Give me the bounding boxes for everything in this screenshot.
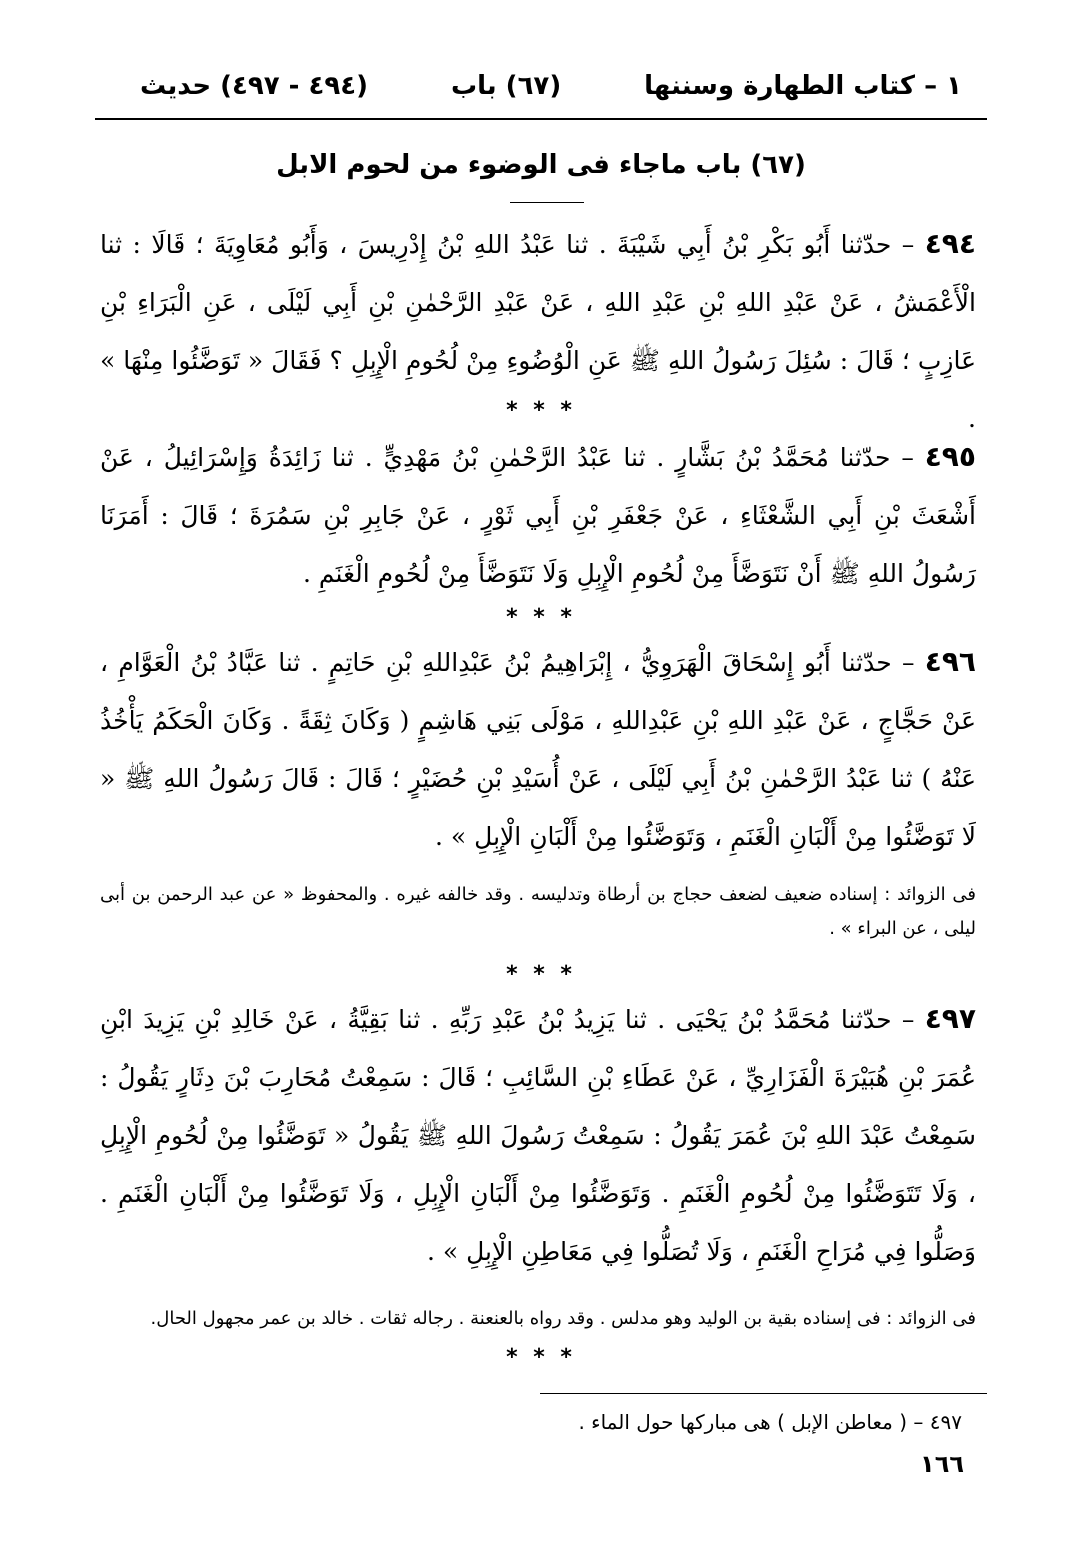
zawaid-note-497: فى الزوائد : فى إسناده بقية بن الوليد وهو مدلس . وقد رواه بالعنعنة . رجاله ثقات . خالد بن عمر مجهول الحال. <box>150 1308 976 1329</box>
chapter-title: (٦٧) باب ماجاء فى الوضوء من لحوم الابل <box>276 150 806 180</box>
hadith-496 <box>100 633 976 866</box>
chapter-rule <box>510 202 584 203</box>
hadith-text: – حدّثنا أَبُو إِسْحَاقَ الْهَرَوِيُّ ، إِبْرَاهِيمُ بْنُ عَبْدِاللهِ بْنِ حَاتِمٍ . ثنا عَبَّادُ بْنُ الْعَوَّامِ ، عَنْ حَجَّاجٍ ، عَنْ عَبْدِ اللهِ بْنِ عَبْدِاللهِ ، مَوْلَى بَنِي هَاشِمٍ ( وَكَانَ ثِقَةً . وَكَانَ الْحَكَمُ يَأْخُذُ عَنْهُ ) ثنا عَبْدُ الرَّحْمٰنِ بْنُ أَبِي لَيْلَى ، عَنْ أُسَيْدِ بْنِ حُضَيْرٍ ؛ قَالَ : قَالَ رَسُولُ اللهِ ﷺ « لَا تَوَضَّئُوا مِنْ أَلْبَانِ الْغَنَمِ ، وَتَوَضَّئُوا مِنْ أَلْبَانِ الْإِبِلِ » . <box>100 648 976 851</box>
hadith-497 <box>100 990 976 1281</box>
hadith-number: ٤٩٧ <box>924 1002 976 1035</box>
hadith-number: ٤٩٦ <box>924 645 977 678</box>
hadith-number: ٤٩٤ <box>924 227 976 260</box>
section-separator: * * * <box>506 1345 576 1370</box>
zawaid-note-496: فى الزوائد : إسناده ضعيف لضعف حجاج بن أرطاة وتدليسه . وقد خالفه غيره . والمحفوظ « عن عبد الرحمن بن أبى ليلى ، عن البراء » . <box>100 884 976 939</box>
section-separator: * * * <box>506 605 576 630</box>
hadith-text: – حدّثنا أَبُو بَكْرِ بْنُ أَبِي شَيْبَةَ . ثنا عَبْدُ اللهِ بْنُ إِدْرِيسَ ، وَأَبُو مُعَاوِيَةَ ؛ قَالَا : ثنا الْأَعْمَشُ ، عَنْ عَبْدِ اللهِ بْنِ عَبْدِ اللهِ ، عَنْ عَبْدِ الرَّحْمٰنِ بْنِ أَبِي لَيْلَى ، عَنِ الْبَرَاءِ بْنِ عَازِبٍ ؛ قَالَ : سُئِلَ رَسُولُ اللهِ ﷺ عَنِ الْوُضُوءِ مِنْ لُحُومِ الْإِبِلِ ؟ فَقَالَ « تَوَضَّئُوا مِنْهَا » . <box>100 230 976 433</box>
header-hadith-range: (٤٩٤ - ٤٩٧) حديث <box>140 71 369 101</box>
header-bab-number: (٦٧) باب <box>450 71 562 101</box>
page-number: ١٦٦ <box>920 1450 964 1478</box>
hadith-number: ٤٩٥ <box>924 440 976 473</box>
header-book-title: ١ – كتاب الطهارة وسننها <box>644 71 962 101</box>
section-separator: * * * <box>506 398 576 423</box>
footnote: ٤٩٧ – ( معاطن الإبل ) هى مباركها حول الماء . <box>578 1410 962 1434</box>
footnote-rule <box>540 1393 987 1394</box>
section-separator: * * * <box>506 962 576 987</box>
page-header <box>140 62 962 110</box>
hadith-495 <box>100 428 976 603</box>
header-rule <box>95 118 987 120</box>
hadith-text: – حدّثنا مُحَمَّدُ بْنُ يَحْيَى . ثنا يَزِيدُ بْنُ عَبْدِ رَبِّهِ . ثنا بَقِيَّةُ ، عَنْ خَالِدِ بْنِ يَزِيدَ ابْنِ عُمَرَ بْنِ هُبَيْرَةَ الْفَزَارِيِّ ، عَنْ عَطَاءِ بْنِ السَّائِبِ ؛ قَالَ : سَمِعْتُ مُحَارِبَ بْنَ دِثَارٍ يَقُولُ : سَمِعْتُ عَبْدَ اللهِ بْنَ عُمَرَ يَقُولُ : سَمِعْتُ رَسُولَ اللهِ ﷺ يَقُولُ « تَوَضَّئُوا مِنْ لُحُومِ الْإِبِلِ ، وَلَا تَتَوَضَّئُوا مِنْ لُحُومِ الْغَنَمِ . وَتَوَضَّئُوا مِنْ أَلْبَانِ الْإِبِلِ ، وَلَا تَوَضَّئُوا مِنْ أَلْبَانِ الْغَنَمِ . وَصَلُّوا فِي مُرَاحِ الْغَنَمِ ، وَلَا تُصَلُّوا فِي مَعَاطِنِ الْإِبِلِ » . <box>100 1005 976 1266</box>
hadith-text: – حدّثنا مُحَمَّدُ بْنُ بَشَّارٍ . ثنا عَبْدُ الرَّحْمٰنِ بْنُ مَهْدِيٍّ . ثنا زَائِدَةُ وَإِسْرَائِيلُ ، عَنْ أَشْعَثَ بْنِ أَبِي الشَّعْثَاءِ ، عَنْ جَعْفَرِ بْنِ أَبِي ثَوْرٍ ، عَنْ جَابِرِ بْنِ سَمُرَةَ ؛ قَالَ : أَمَرَنَا رَسُولُ اللهِ ﷺ أَنْ نَتَوَضَّأَ مِنْ لُحُومِ الْإِبِلِ وَلَا نَتَوَضَّأَ مِنْ لُحُومِ الْغَنَمِ . <box>100 443 976 588</box>
